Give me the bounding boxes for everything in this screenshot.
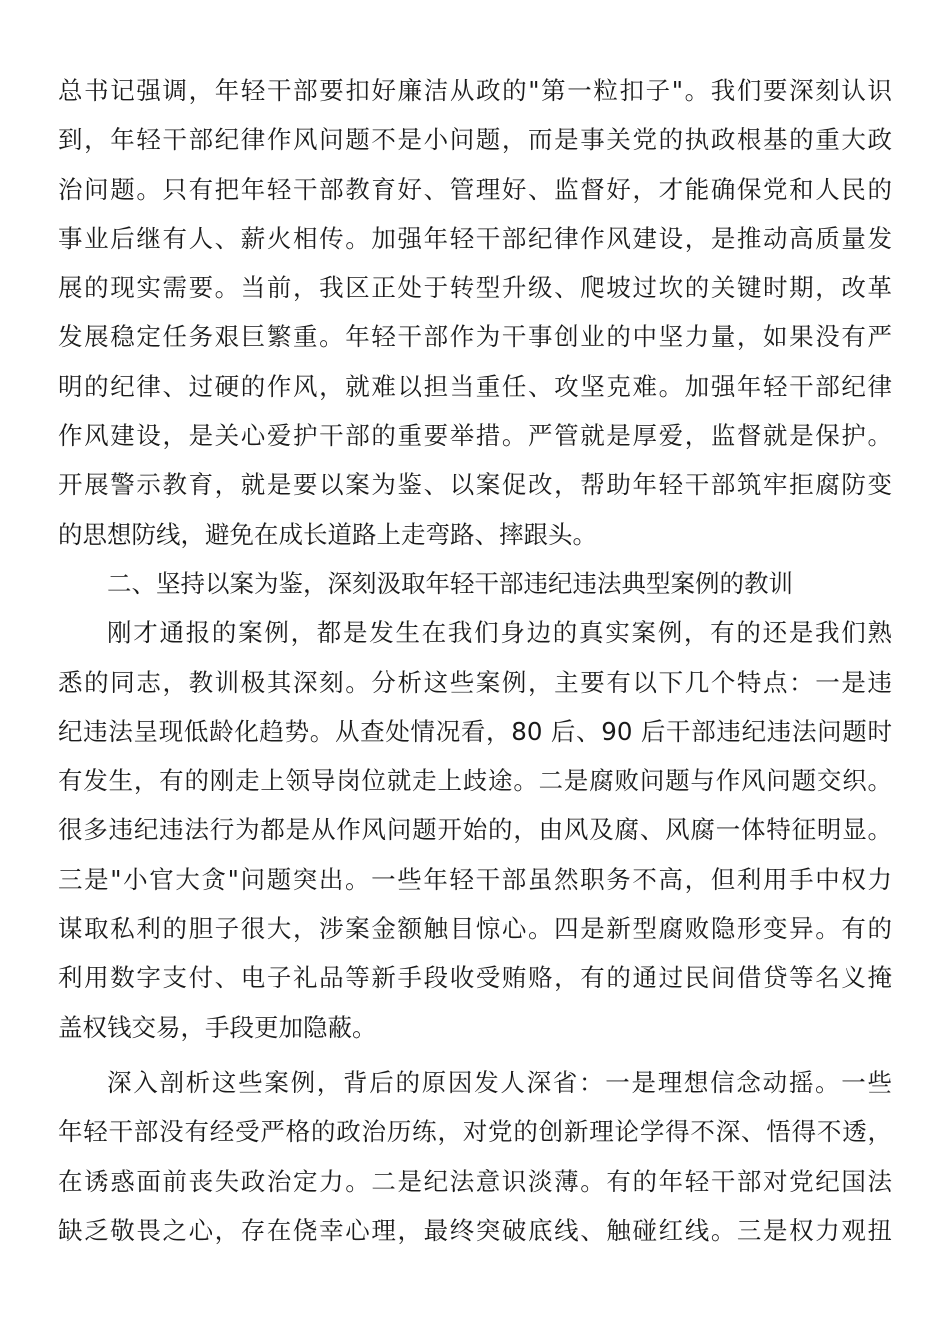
text-line: 在诱惑面前丧失政治定力。二是纪法意识淡薄。有的年轻干部对党纪国法 bbox=[58, 1166, 892, 1196]
text-line: 三是"小官大贪"问题突出。一些年轻干部虽然职务不高，但利用手中权力 bbox=[58, 864, 892, 894]
text-line: 年轻干部没有经受严格的政治历练，对党的创新理论学得不深、悟得不透， bbox=[58, 1117, 892, 1147]
text-line: 作风建设，是关心爱护干部的重要举措。严管就是厚爱，监督就是保护。 bbox=[58, 421, 892, 451]
text-line: 刚才通报的案例，都是发生在我们身边的真实案例，有的还是我们熟 bbox=[107, 618, 892, 648]
text-line: 有发生，有的刚走上领导岗位就走上歧途。二是腐败问题与作风问题交织。 bbox=[58, 766, 892, 796]
text-line: 明的纪律、过硬的作风，就难以担当重任、攻坚克难。加强年轻干部纪律 bbox=[58, 371, 892, 401]
text-line: 事业后继有人、薪火相传。加强年轻干部纪律作风建设，是推动高质量发 bbox=[58, 223, 892, 253]
section-heading: 二、坚持以案为鉴，深刻汲取年轻干部违纪违法典型案例的教训 bbox=[107, 568, 793, 598]
text-line: 总书记强调，年轻干部要扣好廉洁从政的"第一粒扣子"。我们要深刻认识 bbox=[58, 76, 892, 105]
text-line: 到，年轻干部纪律作风问题不是小问题，而是事关党的执政根基的重大政 bbox=[58, 125, 892, 155]
body-text bbox=[58, 66, 892, 1255]
text-line: 展的现实需要。当前，我区正处于转型升级、爬坡过坎的关键时期，改革 bbox=[58, 273, 892, 303]
text-line: 很多违纪违法行为都是从作风问题开始的，由风及腐、风腐一体特征明显。 bbox=[58, 815, 892, 845]
text-line: 发展稳定任务艰巨繁重。年轻干部作为干事创业的中坚力量，如果没有严 bbox=[58, 322, 892, 352]
text-line: 悉的同志，教训极其深刻。分析这些案例，主要有以下几个特点：一是违 bbox=[58, 667, 892, 697]
text-line: 纪违法呈现低龄化趋势。从查处情况看，80 后、90 后干部违纪违法问题时 bbox=[58, 716, 892, 746]
text-line: 盖权钱交易，手段更加隐蔽。 bbox=[58, 1012, 377, 1042]
text-line: 利用数字支付、电子礼品等新手段收受贿赂，有的通过民间借贷等名义掩 bbox=[58, 963, 892, 993]
text-line: 的思想防线，避免在成长道路上走弯路、摔跟头。 bbox=[58, 519, 597, 549]
text-line: 开展警示教育，就是要以案为鉴、以案促改，帮助年轻干部筑牢拒腐防变 bbox=[58, 470, 892, 500]
text-line: 谋取私利的胆子很大，涉案金额触目惊心。四是新型腐败隐形变异。有的 bbox=[58, 914, 892, 944]
text-line: 深入剖析这些案例，背后的原因发人深省：一是理想信念动摇。一些 bbox=[107, 1067, 892, 1097]
text-line: 缺乏敬畏之心，存在侥幸心理，最终突破底线、触碰红线。三是权力观扭 bbox=[58, 1215, 892, 1245]
text-line: 治问题。只有把年轻干部教育好、管理好、监督好，才能确保党和人民的 bbox=[58, 174, 892, 204]
